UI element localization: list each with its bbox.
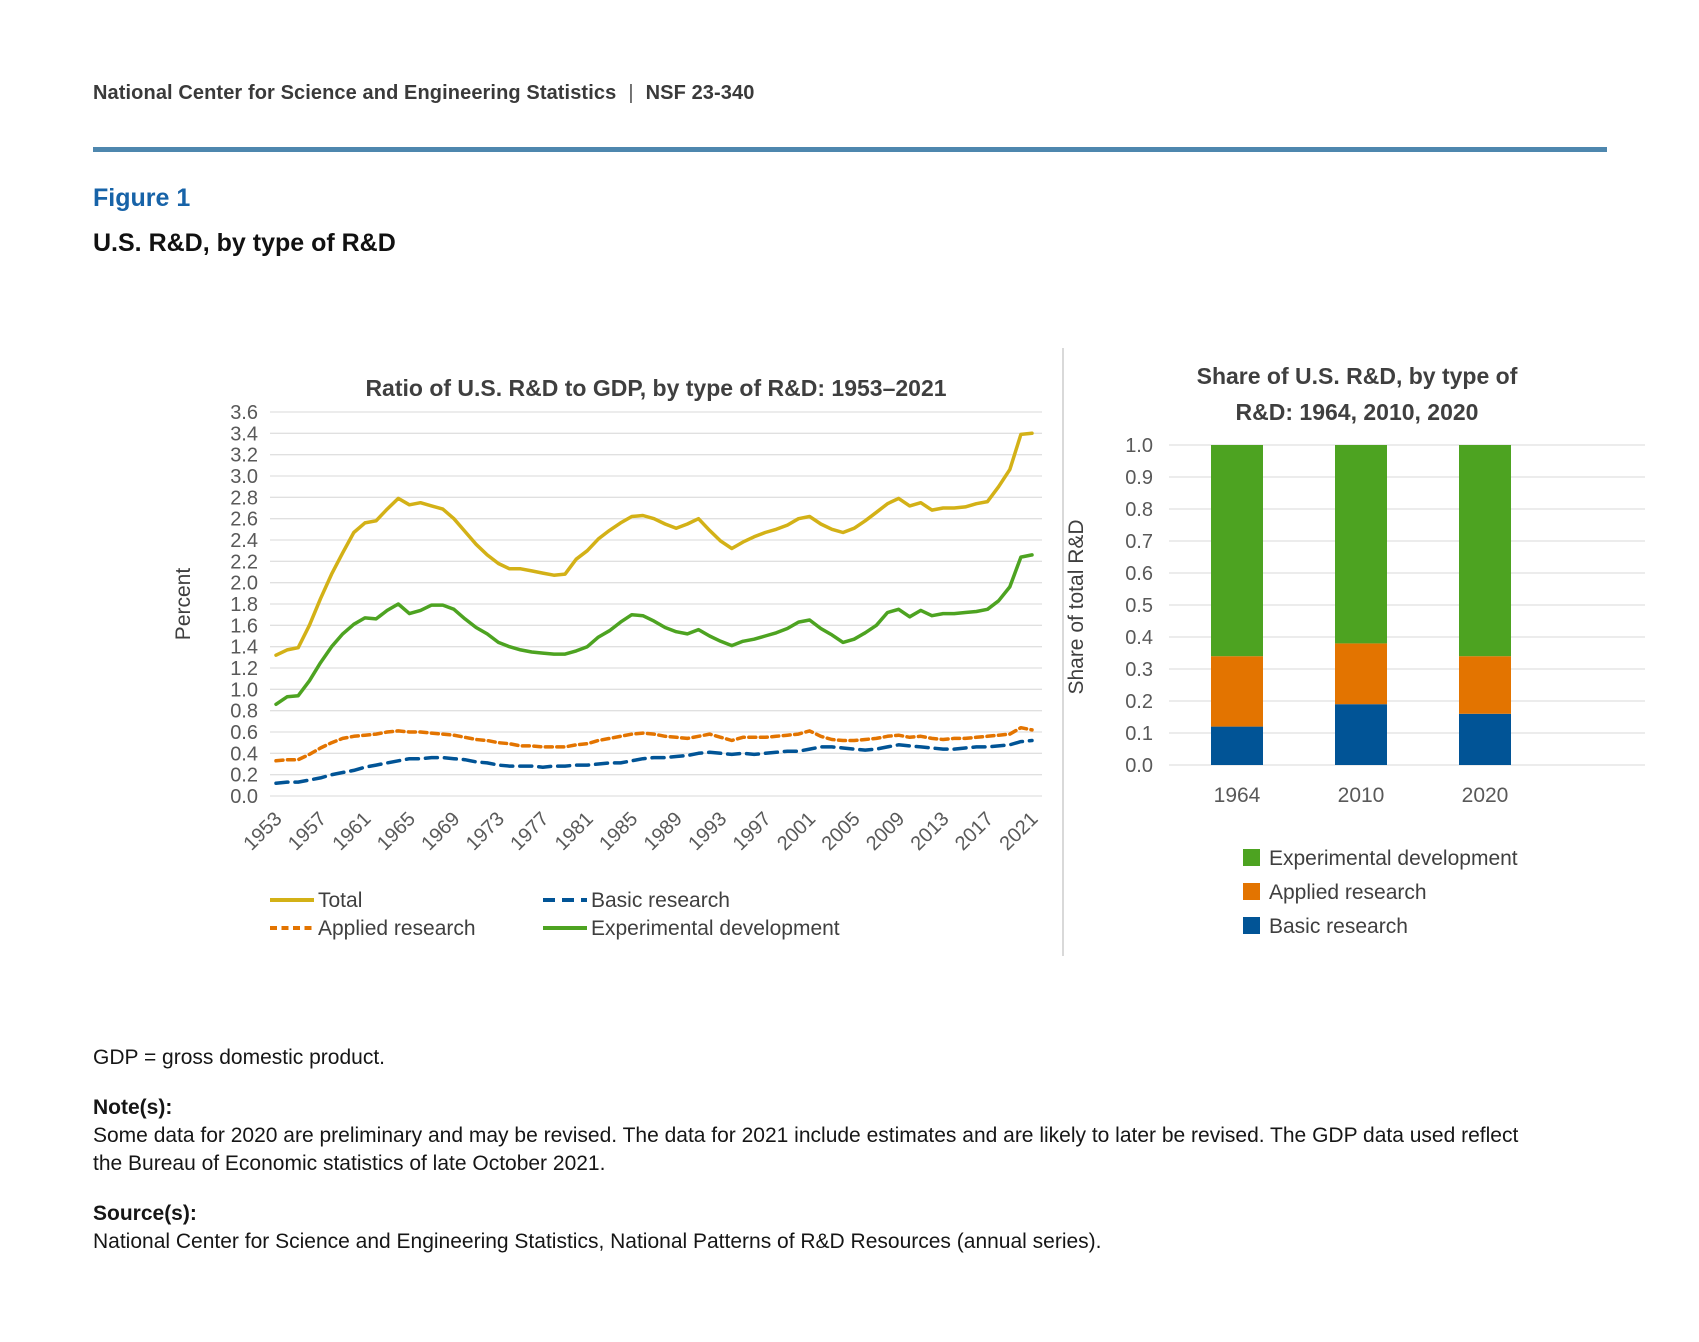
notes-label: Note(s): (93, 1096, 173, 1119)
header-org: National Center for Science and Engineering Statistics (93, 82, 617, 104)
y-tick-label: 0.4 (230, 743, 258, 766)
y-tick-label: 2.8 (230, 487, 258, 510)
line-chart-title: Ratio of U.S. R&D to GDP, by type of R&D: 1953–2021 (365, 375, 947, 401)
x-tick-label: 2001 (773, 807, 821, 856)
y-tick-label: 0.3 (1125, 659, 1153, 681)
bar-chart-y-axis-label: Share of total R&D (1065, 519, 1088, 695)
y-tick-label: 3.2 (230, 444, 258, 467)
line-chart-y-axis-label: Percent (172, 567, 195, 641)
header-rule (93, 147, 1607, 152)
notes-text: Some data for 2020 are preliminary and may be revised. The data for 2021 include estimates and are likely to later be revised. The GDP data used reflect the Bureau of Economic statistics of late October 2021. (93, 1124, 1519, 1175)
y-tick-label: 0.4 (1125, 627, 1153, 649)
x-tick-label: 1989 (639, 807, 687, 856)
y-tick-label: 0.9 (1125, 467, 1153, 489)
x-tick-label: 2017 (951, 807, 999, 856)
x-tick-label: 1985 (595, 807, 643, 856)
y-tick-label: 3.6 (230, 402, 258, 424)
header-separator: | (628, 82, 634, 104)
y-tick-label: 1.8 (230, 594, 258, 616)
x-tick-label: 1997 (728, 807, 776, 856)
line-chart-series (276, 433, 1032, 783)
header-report-id: NSF 23-340 (645, 82, 755, 104)
x-tick-label: 1969 (417, 807, 465, 856)
category-label: 1964 (1213, 784, 1261, 807)
bar-segment-applied-2020 (1459, 656, 1511, 714)
y-tick-label: 2.6 (230, 508, 258, 531)
bar-chart-category-labels (1214, 784, 1509, 807)
y-tick-label: 3.0 (230, 466, 258, 488)
legend-label-total: Total (318, 889, 363, 912)
legend-swatch-applied (1243, 883, 1260, 900)
y-tick-label: 1.0 (230, 679, 258, 702)
gdp-definition: GDP = gross domestic product. (93, 1046, 385, 1069)
y-tick-label: 0.7 (1125, 531, 1153, 553)
x-tick-label: 1981 (550, 807, 598, 856)
sources-label: Source(s): (93, 1202, 197, 1225)
x-tick-label: 1973 (461, 807, 509, 856)
y-tick-label: 1.0 (1125, 435, 1153, 457)
legend-label-applied: Applied research (1269, 881, 1427, 904)
chart-panel-divider (1062, 348, 1064, 956)
y-tick-label: 0.2 (230, 764, 258, 787)
y-tick-label: 1.6 (230, 615, 258, 638)
bar-segment-experimental-2010 (1335, 445, 1387, 643)
bar-chart (1065, 330, 1699, 990)
category-label: 2020 (1461, 784, 1509, 807)
bar-segment-basic-2020 (1459, 714, 1511, 765)
line-chart-legend (270, 889, 840, 940)
bar-chart-legend (1243, 847, 1518, 938)
x-tick-label: 1961 (328, 807, 376, 856)
y-tick-label: 2.2 (230, 551, 258, 574)
y-tick-label: 0.8 (230, 700, 258, 723)
series-line-applied (276, 728, 1032, 761)
y-tick-label: 0.0 (1125, 755, 1153, 777)
legend-label-applied: Applied research (318, 917, 476, 940)
bar-chart-y-tick-labels (1125, 435, 1153, 777)
y-tick-label: 0.6 (1125, 563, 1153, 585)
x-tick-label: 2005 (817, 807, 865, 856)
y-tick-label: 2.0 (230, 572, 258, 595)
bar-segment-applied-1964 (1211, 656, 1263, 726)
bar-segment-basic-2010 (1335, 704, 1387, 765)
series-line-experimental (276, 555, 1032, 704)
legend-label-basic: Basic research (1269, 915, 1408, 938)
legend-label-experimental: Experimental development (591, 917, 840, 940)
y-tick-label: 1.2 (230, 658, 258, 680)
y-tick-label: 0.1 (1125, 723, 1153, 745)
figure-title: U.S. R&D, by type of R&D (93, 229, 396, 257)
x-tick-label: 2009 (862, 807, 910, 856)
legend-swatch-experimental (1243, 849, 1260, 866)
y-tick-label: 0.6 (230, 722, 258, 744)
bar-segment-basic-1964 (1211, 727, 1263, 765)
x-tick-label: 2013 (906, 807, 954, 856)
x-tick-label: 1953 (239, 807, 287, 856)
y-tick-label: 0.0 (230, 786, 258, 808)
y-tick-label: 2.4 (230, 530, 258, 552)
bar-segment-experimental-2020 (1459, 445, 1511, 656)
bar-chart-title-line2: R&D: 1964, 2010, 2020 (1235, 399, 1479, 425)
y-tick-label: 1.4 (230, 636, 258, 659)
x-tick-label: 1957 (283, 807, 332, 856)
x-tick-label: 2021 (995, 807, 1043, 856)
legend-label-basic: Basic research (591, 889, 730, 912)
footer-notes-block (93, 1044, 1523, 1256)
sources-text: National Center for Science and Engineering Statistics, National Patterns of R&D Resources (annual series). (93, 1230, 1102, 1253)
line-chart-x-tick-labels (240, 808, 1043, 855)
y-tick-label: 3.4 (230, 423, 258, 446)
bar-segment-experimental-1964 (1211, 445, 1263, 656)
x-tick-label: 1965 (372, 807, 420, 856)
page-header (93, 82, 754, 105)
legend-label-experimental: Experimental development (1269, 847, 1518, 870)
x-tick-label: 1993 (684, 807, 732, 856)
y-tick-label: 0.8 (1125, 499, 1153, 521)
line-chart-y-tick-labels (230, 402, 258, 808)
legend-swatch-basic (1243, 917, 1260, 934)
y-tick-label: 0.2 (1125, 691, 1153, 713)
x-tick-label: 1977 (506, 807, 554, 856)
bar-segment-applied-2010 (1335, 643, 1387, 704)
category-label: 2010 (1337, 784, 1385, 807)
figure-label: Figure 1 (93, 184, 191, 212)
series-line-basic (276, 741, 1032, 784)
y-tick-label: 0.5 (1125, 595, 1153, 617)
bar-chart-title-line1: Share of U.S. R&D, by type of (1196, 363, 1518, 389)
line-chart (170, 330, 1065, 990)
bar-chart-bars (1211, 445, 1511, 765)
